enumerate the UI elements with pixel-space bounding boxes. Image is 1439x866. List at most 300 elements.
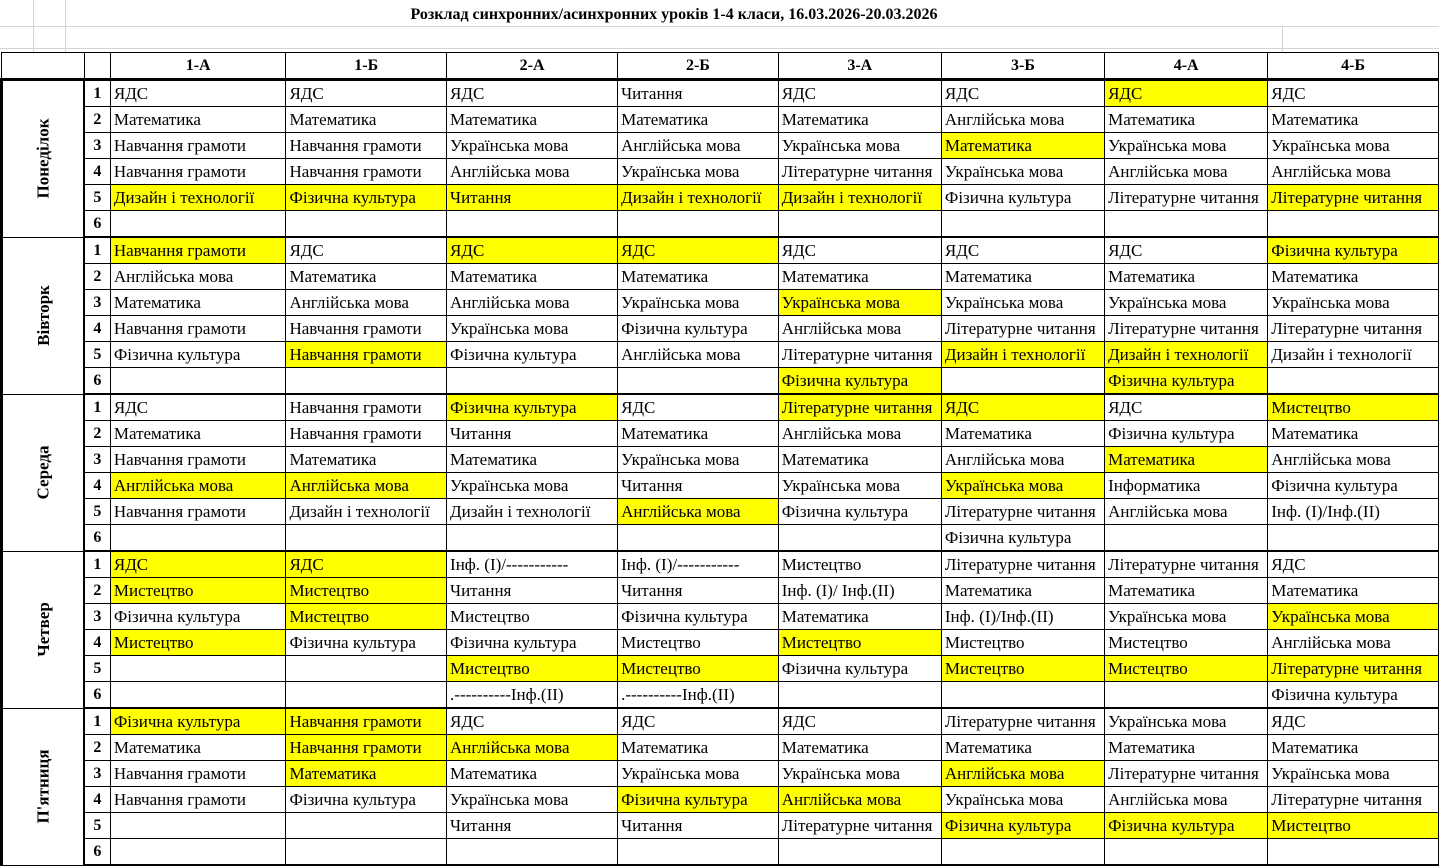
lesson-cell[interactable]: Читання bbox=[447, 185, 618, 211]
lesson-number[interactable]: 1 bbox=[84, 551, 110, 578]
lesson-cell[interactable]: Українська мова bbox=[778, 133, 941, 159]
lesson-cell[interactable] bbox=[778, 839, 941, 866]
lesson-cell[interactable]: Математика bbox=[1268, 735, 1439, 761]
lesson-cell[interactable] bbox=[447, 211, 618, 238]
lesson-cell[interactable]: Фізична культура bbox=[941, 813, 1104, 839]
lesson-cell[interactable]: Англійська мова bbox=[1268, 630, 1439, 656]
lesson-cell[interactable]: .----------Інф.(ІІ) bbox=[618, 682, 779, 709]
lesson-cell[interactable]: Математика bbox=[286, 761, 447, 787]
class-header-7[interactable]: 4-Б bbox=[1268, 53, 1439, 80]
lesson-cell[interactable]: Математика bbox=[1105, 735, 1268, 761]
lesson-number[interactable]: 3 bbox=[84, 761, 110, 787]
gridline bbox=[0, 48, 1439, 49]
lesson-cell[interactable] bbox=[778, 682, 941, 709]
lesson-cell[interactable]: Фізична культура bbox=[110, 604, 286, 630]
lesson-cell[interactable]: Англійська мова bbox=[286, 290, 447, 316]
lesson-cell[interactable]: Мистецтво bbox=[941, 630, 1104, 656]
lesson-cell[interactable]: Українська мова bbox=[941, 159, 1104, 185]
lesson-cell[interactable] bbox=[618, 525, 779, 552]
lesson-cell[interactable]: Англійська мова bbox=[110, 264, 286, 290]
lesson-number[interactable]: 1 bbox=[84, 708, 110, 735]
lesson-cell[interactable]: Українська мова bbox=[1105, 708, 1268, 735]
lesson-row bbox=[2, 421, 1439, 447]
lesson-cell[interactable]: Літературне читання bbox=[941, 316, 1104, 342]
lesson-cell[interactable]: Українська мова bbox=[447, 787, 618, 813]
lesson-row bbox=[2, 316, 1439, 342]
lesson-cell[interactable]: ЯДС bbox=[286, 237, 447, 264]
lesson-cell[interactable]: Навчання грамоти bbox=[110, 159, 286, 185]
lesson-cell[interactable]: Мистецтво bbox=[447, 656, 618, 682]
class-header-3[interactable]: 2-Б bbox=[618, 53, 779, 80]
lesson-cell[interactable]: Українська мова bbox=[618, 447, 779, 473]
lesson-cell[interactable]: Мистецтво bbox=[778, 551, 941, 578]
lesson-cell[interactable]: Літературне читання bbox=[941, 708, 1104, 735]
lesson-cell[interactable]: Англійська мова bbox=[778, 421, 941, 447]
lesson-cell[interactable]: Англійська мова bbox=[1268, 447, 1439, 473]
lesson-number[interactable]: 6 bbox=[84, 525, 110, 552]
lesson-cell[interactable] bbox=[1105, 525, 1268, 552]
lesson-cell[interactable]: Українська мова bbox=[1268, 290, 1439, 316]
lesson-cell[interactable]: Математика bbox=[618, 264, 779, 290]
lesson-cell[interactable]: ЯДС bbox=[778, 708, 941, 735]
lesson-number[interactable]: 2 bbox=[84, 264, 110, 290]
lesson-cell[interactable]: Українська мова bbox=[447, 133, 618, 159]
lesson-cell[interactable]: Мистецтво bbox=[1268, 813, 1439, 839]
lesson-cell[interactable]: Читання bbox=[618, 80, 779, 107]
lesson-number[interactable]: 1 bbox=[84, 394, 110, 421]
lesson-cell[interactable]: ЯДС bbox=[1268, 551, 1439, 578]
lesson-cell[interactable]: Літературне читання bbox=[778, 342, 941, 368]
lesson-cell[interactable] bbox=[1105, 682, 1268, 709]
lesson-cell[interactable]: Читання bbox=[447, 578, 618, 604]
day-label-cell[interactable] bbox=[2, 80, 85, 238]
lesson-cell[interactable]: Літературне читання bbox=[1268, 787, 1439, 813]
lesson-cell[interactable]: Математика bbox=[1268, 421, 1439, 447]
lesson-cell[interactable]: Математика bbox=[286, 447, 447, 473]
lesson-number[interactable]: 5 bbox=[84, 499, 110, 525]
lesson-cell[interactable]: Навчання грамоти bbox=[110, 447, 286, 473]
lesson-cell[interactable]: Українська мова bbox=[778, 290, 941, 316]
lesson-number[interactable]: 5 bbox=[84, 813, 110, 839]
lesson-cell[interactable]: Літературне читання bbox=[1268, 316, 1439, 342]
lesson-cell[interactable]: Літературне читання bbox=[1105, 316, 1268, 342]
lesson-row bbox=[2, 368, 1439, 395]
lesson-cell[interactable]: Фізична культура bbox=[618, 787, 779, 813]
lesson-cell[interactable] bbox=[110, 656, 286, 682]
lesson-cell[interactable] bbox=[941, 682, 1104, 709]
lesson-cell[interactable]: Навчання грамоти bbox=[286, 394, 447, 421]
lesson-cell[interactable]: ЯДС bbox=[1268, 708, 1439, 735]
lesson-number[interactable]: 3 bbox=[84, 604, 110, 630]
lesson-number[interactable]: 4 bbox=[84, 316, 110, 342]
lesson-cell[interactable]: Англійська мова bbox=[286, 473, 447, 499]
lesson-cell[interactable]: Англійська мова bbox=[447, 735, 618, 761]
lesson-cell[interactable]: Мистецтво bbox=[286, 604, 447, 630]
lesson-cell[interactable]: Інф. (І)/----------- bbox=[447, 551, 618, 578]
lesson-number[interactable]: 3 bbox=[84, 133, 110, 159]
lesson-cell[interactable]: ЯДС bbox=[447, 237, 618, 264]
lesson-cell[interactable]: Англійська мова bbox=[778, 316, 941, 342]
lesson-number[interactable]: 2 bbox=[84, 421, 110, 447]
lesson-cell[interactable]: Літературне читання bbox=[778, 813, 941, 839]
lesson-number[interactable]: 5 bbox=[84, 656, 110, 682]
lesson-cell[interactable]: Читання bbox=[447, 421, 618, 447]
lesson-cell[interactable]: Літературне читання bbox=[778, 159, 941, 185]
lesson-cell[interactable]: Англійська мова bbox=[1105, 787, 1268, 813]
lesson-cell[interactable]: Читання bbox=[618, 813, 779, 839]
lesson-cell[interactable]: Фізична культура bbox=[286, 630, 447, 656]
lesson-cell[interactable]: Українська мова bbox=[1268, 133, 1439, 159]
lesson-cell[interactable] bbox=[110, 525, 286, 552]
lesson-cell[interactable]: Читання bbox=[447, 813, 618, 839]
lesson-cell[interactable] bbox=[286, 211, 447, 238]
lesson-cell[interactable]: Літературне читання bbox=[1268, 185, 1439, 211]
lesson-cell[interactable] bbox=[941, 368, 1104, 395]
lesson-cell[interactable]: Навчання грамоти bbox=[286, 708, 447, 735]
lesson-cell[interactable]: Навчання грамоти bbox=[286, 342, 447, 368]
lesson-cell[interactable]: Літературне читання bbox=[941, 499, 1104, 525]
lesson-cell[interactable]: Дизайн і технології bbox=[447, 499, 618, 525]
lesson-cell[interactable]: ЯДС bbox=[1105, 237, 1268, 264]
lesson-cell[interactable]: Навчання грамоти bbox=[286, 133, 447, 159]
lesson-cell[interactable]: Математика bbox=[941, 264, 1104, 290]
lesson-cell[interactable]: Математика bbox=[941, 578, 1104, 604]
day-label-cell[interactable] bbox=[2, 237, 85, 394]
lesson-number[interactable]: 6 bbox=[84, 211, 110, 238]
lesson-cell[interactable]: Мистецтво bbox=[286, 578, 447, 604]
lesson-cell[interactable]: Українська мова bbox=[618, 290, 779, 316]
lesson-cell[interactable]: Мистецтво bbox=[1105, 630, 1268, 656]
lesson-cell[interactable]: Фізична культура bbox=[286, 185, 447, 211]
day-label-cell[interactable] bbox=[2, 394, 85, 551]
lesson-cell[interactable]: Математика bbox=[1268, 578, 1439, 604]
lesson-cell[interactable]: Англійська мова bbox=[1105, 499, 1268, 525]
lesson-cell[interactable]: Фізична культура bbox=[1268, 682, 1439, 709]
lesson-cell[interactable]: Навчання грамоти bbox=[110, 237, 286, 264]
lesson-cell[interactable] bbox=[1105, 211, 1268, 238]
lesson-cell[interactable] bbox=[447, 839, 618, 866]
lesson-row bbox=[2, 499, 1439, 525]
lesson-cell[interactable]: Навчання грамоти bbox=[286, 316, 447, 342]
lesson-cell[interactable]: ЯДС bbox=[778, 237, 941, 264]
lesson-cell[interactable]: Мистецтво bbox=[110, 578, 286, 604]
lesson-row bbox=[2, 578, 1439, 604]
lesson-cell[interactable]: Математика bbox=[778, 107, 941, 133]
lesson-number[interactable]: 4 bbox=[84, 630, 110, 656]
lesson-number[interactable]: 6 bbox=[84, 682, 110, 709]
lesson-cell[interactable]: Інф. (І)/Інф.(ІІ) bbox=[941, 604, 1104, 630]
lesson-cell[interactable]: Фізична культура bbox=[1105, 813, 1268, 839]
lesson-number[interactable]: 4 bbox=[84, 159, 110, 185]
lesson-cell[interactable]: Фізична культура bbox=[447, 630, 618, 656]
lesson-cell[interactable]: ЯДС bbox=[1268, 80, 1439, 107]
lesson-cell[interactable] bbox=[110, 682, 286, 709]
lesson-cell[interactable]: Інф. (І)/ Інф.(ІІ) bbox=[778, 578, 941, 604]
lesson-cell[interactable]: Математика bbox=[778, 264, 941, 290]
lesson-cell[interactable]: Дизайн і технології bbox=[110, 185, 286, 211]
lesson-cell[interactable] bbox=[1105, 839, 1268, 866]
lesson-cell[interactable]: Математика bbox=[618, 107, 779, 133]
gridline bbox=[0, 26, 1439, 27]
lesson-row bbox=[2, 525, 1439, 552]
day-label-cell[interactable] bbox=[2, 551, 85, 708]
lesson-cell[interactable]: Математика bbox=[1105, 447, 1268, 473]
lesson-cell[interactable] bbox=[110, 839, 286, 866]
lesson-cell[interactable]: Навчання грамоти bbox=[286, 159, 447, 185]
class-header-1[interactable]: 1-Б bbox=[286, 53, 447, 80]
lesson-cell[interactable]: Навчання грамоти bbox=[110, 133, 286, 159]
lesson-cell[interactable]: Навчання грамоти bbox=[110, 316, 286, 342]
day-label-cell[interactable] bbox=[2, 708, 85, 865]
lesson-number[interactable]: 4 bbox=[84, 787, 110, 813]
lesson-number[interactable]: 6 bbox=[84, 368, 110, 395]
lesson-cell[interactable]: Українська мова bbox=[778, 761, 941, 787]
lesson-cell[interactable]: Англійська мова bbox=[941, 447, 1104, 473]
lesson-number[interactable]: 2 bbox=[84, 578, 110, 604]
lesson-cell[interactable]: Англійська мова bbox=[941, 761, 1104, 787]
lesson-cell[interactable]: Українська мова bbox=[941, 787, 1104, 813]
lesson-cell[interactable]: ЯДС bbox=[286, 80, 447, 107]
lesson-cell[interactable]: Дизайн і технології bbox=[286, 499, 447, 525]
lesson-row bbox=[2, 447, 1439, 473]
lesson-cell[interactable]: Українська мова bbox=[447, 316, 618, 342]
lesson-cell[interactable] bbox=[110, 211, 286, 238]
lesson-cell[interactable]: ЯДС bbox=[110, 394, 286, 421]
lesson-cell[interactable]: Математика bbox=[778, 604, 941, 630]
lesson-cell[interactable]: Математика bbox=[1105, 107, 1268, 133]
lesson-number[interactable]: 2 bbox=[84, 735, 110, 761]
lesson-cell[interactable]: ЯДС bbox=[618, 708, 779, 735]
lesson-cell[interactable]: Математика bbox=[110, 735, 286, 761]
lesson-cell[interactable]: Англійська мова bbox=[1105, 159, 1268, 185]
lesson-cell[interactable]: Англійська мова bbox=[618, 499, 779, 525]
lesson-cell[interactable] bbox=[1268, 839, 1439, 866]
day-label: Середа bbox=[33, 445, 53, 500]
lesson-cell[interactable]: Фізична культура bbox=[447, 394, 618, 421]
lesson-cell[interactable]: Математика bbox=[941, 421, 1104, 447]
lesson-number[interactable]: 1 bbox=[84, 237, 110, 264]
lesson-cell[interactable]: ЯДС bbox=[1105, 80, 1268, 107]
lesson-row bbox=[2, 682, 1439, 709]
lesson-cell[interactable]: ЯДС bbox=[286, 551, 447, 578]
lesson-cell[interactable]: Математика bbox=[1268, 107, 1439, 133]
lesson-cell[interactable]: Англійська мова bbox=[447, 159, 618, 185]
lesson-cell[interactable]: Англійська мова bbox=[778, 787, 941, 813]
lesson-cell[interactable]: Українська мова bbox=[618, 761, 779, 787]
lesson-cell[interactable]: Дизайн і технології bbox=[778, 185, 941, 211]
lesson-cell[interactable] bbox=[618, 368, 779, 395]
lesson-cell[interactable]: Українська мова bbox=[941, 473, 1104, 499]
lesson-row bbox=[2, 290, 1439, 316]
lesson-cell[interactable] bbox=[286, 682, 447, 709]
lesson-cell[interactable]: Українська мова bbox=[618, 159, 779, 185]
lesson-cell[interactable] bbox=[618, 839, 779, 866]
lesson-cell[interactable]: ЯДС bbox=[941, 394, 1104, 421]
lesson-cell[interactable]: Мистецтво bbox=[110, 630, 286, 656]
lesson-cell[interactable]: Фізична культура bbox=[778, 368, 941, 395]
lesson-cell[interactable]: Інф. (І)/Інф.(ІІ) bbox=[1268, 499, 1439, 525]
lesson-cell[interactable]: ЯДС bbox=[618, 237, 779, 264]
lesson-cell[interactable]: Англійська мова bbox=[1268, 159, 1439, 185]
lesson-cell[interactable]: Фізична культура bbox=[941, 185, 1104, 211]
lesson-cell[interactable]: Українська мова bbox=[1105, 604, 1268, 630]
lesson-number[interactable]: 5 bbox=[84, 185, 110, 211]
lesson-cell[interactable]: Англійська мова bbox=[941, 107, 1104, 133]
class-header-5[interactable]: 3-Б bbox=[941, 53, 1104, 80]
lesson-cell[interactable]: Математика bbox=[110, 421, 286, 447]
lesson-cell[interactable]: Українська мова bbox=[778, 473, 941, 499]
lesson-cell[interactable]: Літературне читання bbox=[778, 394, 941, 421]
lesson-cell[interactable]: Мистецтво bbox=[778, 630, 941, 656]
lesson-cell[interactable]: ЯДС bbox=[941, 237, 1104, 264]
lesson-cell[interactable]: Англійська мова bbox=[447, 290, 618, 316]
lesson-cell[interactable]: Математика bbox=[447, 264, 618, 290]
lesson-cell[interactable]: Фізична культура bbox=[110, 708, 286, 735]
lesson-cell[interactable]: Математика bbox=[1105, 578, 1268, 604]
lesson-cell[interactable]: Інформатика bbox=[1105, 473, 1268, 499]
lesson-cell[interactable] bbox=[778, 525, 941, 552]
lesson-cell[interactable]: Дизайн і технології bbox=[1105, 342, 1268, 368]
lesson-cell[interactable] bbox=[941, 211, 1104, 238]
lesson-cell[interactable] bbox=[447, 368, 618, 395]
lesson-cell[interactable]: Українська мова bbox=[1268, 604, 1439, 630]
class-header-2[interactable]: 2-А bbox=[447, 53, 618, 80]
lesson-cell[interactable]: Математика bbox=[618, 421, 779, 447]
lesson-cell[interactable]: Інф. (І)/----------- bbox=[618, 551, 779, 578]
lesson-cell[interactable]: ЯДС bbox=[618, 394, 779, 421]
lesson-cell[interactable] bbox=[778, 211, 941, 238]
lesson-cell[interactable]: Фізична культура bbox=[1268, 237, 1439, 264]
lesson-cell[interactable]: Фізична культура bbox=[1105, 421, 1268, 447]
lesson-cell[interactable]: .----------Інф.(ІІ) bbox=[447, 682, 618, 709]
lesson-cell[interactable]: Фізична культура bbox=[618, 316, 779, 342]
lesson-row bbox=[2, 656, 1439, 682]
lesson-cell[interactable]: ЯДС bbox=[110, 80, 286, 107]
lesson-cell[interactable]: Фізична культура bbox=[286, 787, 447, 813]
lesson-cell[interactable]: Навчання грамоти bbox=[286, 421, 447, 447]
lesson-cell[interactable]: Читання bbox=[618, 473, 779, 499]
lesson-cell[interactable]: Математика bbox=[286, 264, 447, 290]
lesson-cell[interactable]: Фізична культура bbox=[941, 525, 1104, 552]
lesson-number[interactable]: 5 bbox=[84, 342, 110, 368]
lesson-cell[interactable]: ЯДС bbox=[1105, 394, 1268, 421]
lesson-number[interactable]: 3 bbox=[84, 290, 110, 316]
lesson-cell[interactable]: Дизайн і технології bbox=[941, 342, 1104, 368]
lesson-cell[interactable]: Математика bbox=[618, 735, 779, 761]
lesson-cell[interactable]: Мистецтво bbox=[447, 604, 618, 630]
lesson-cell[interactable]: Англійська мова bbox=[618, 342, 779, 368]
lesson-cell[interactable]: Математика bbox=[110, 107, 286, 133]
lesson-cell[interactable]: ЯДС bbox=[447, 708, 618, 735]
lesson-cell[interactable] bbox=[286, 656, 447, 682]
lesson-cell[interactable]: Англійська мова bbox=[618, 133, 779, 159]
lesson-cell[interactable]: ЯДС bbox=[778, 80, 941, 107]
lesson-cell[interactable] bbox=[1268, 211, 1439, 238]
lesson-cell[interactable]: Літературне читання bbox=[1105, 185, 1268, 211]
lesson-cell[interactable]: ЯДС bbox=[941, 80, 1104, 107]
lesson-cell[interactable]: Літературне читання bbox=[1268, 656, 1439, 682]
lesson-cell[interactable]: Фізична культура bbox=[778, 656, 941, 682]
lesson-cell[interactable] bbox=[1268, 368, 1439, 395]
lesson-cell[interactable]: Математика bbox=[778, 447, 941, 473]
lesson-number[interactable]: 6 bbox=[84, 839, 110, 866]
lesson-cell[interactable]: Математика bbox=[447, 761, 618, 787]
lesson-cell[interactable]: Фізична культура bbox=[110, 342, 286, 368]
lesson-cell[interactable]: Українська мова bbox=[1268, 761, 1439, 787]
lesson-cell[interactable]: Математика bbox=[447, 447, 618, 473]
lesson-cell[interactable]: Математика bbox=[778, 735, 941, 761]
lesson-cell[interactable] bbox=[286, 525, 447, 552]
lesson-row bbox=[2, 342, 1439, 368]
lesson-cell[interactable]: Навчання грамоти bbox=[110, 761, 286, 787]
lesson-cell[interactable]: Мистецтво bbox=[1105, 656, 1268, 682]
lesson-cell[interactable]: Мистецтво bbox=[618, 656, 779, 682]
lesson-cell[interactable]: ЯДС bbox=[110, 551, 286, 578]
lesson-cell[interactable]: Математика bbox=[941, 133, 1104, 159]
lesson-cell[interactable] bbox=[110, 813, 286, 839]
lesson-cell[interactable] bbox=[110, 368, 286, 395]
lesson-cell[interactable] bbox=[286, 839, 447, 866]
lesson-cell[interactable]: Фізична культура bbox=[618, 604, 779, 630]
lesson-cell[interactable]: Українська мова bbox=[1105, 133, 1268, 159]
class-header-0[interactable]: 1-А bbox=[110, 53, 286, 80]
lesson-cell[interactable] bbox=[941, 839, 1104, 866]
lesson-cell[interactable]: Мистецтво bbox=[1268, 394, 1439, 421]
lesson-cell[interactable]: Читання bbox=[618, 578, 779, 604]
lesson-cell[interactable]: Дизайн і технології bbox=[618, 185, 779, 211]
lesson-cell[interactable]: Мистецтво bbox=[618, 630, 779, 656]
lesson-row bbox=[2, 159, 1439, 185]
class-header-4[interactable]: 3-А bbox=[778, 53, 941, 80]
lesson-number[interactable]: 2 bbox=[84, 107, 110, 133]
lesson-cell[interactable]: Англійська мова bbox=[110, 473, 286, 499]
lesson-cell[interactable] bbox=[618, 211, 779, 238]
lesson-number[interactable]: 4 bbox=[84, 473, 110, 499]
lesson-cell[interactable]: Дизайн і технології bbox=[1268, 342, 1439, 368]
lesson-cell[interactable]: Математика bbox=[110, 290, 286, 316]
lesson-cell[interactable]: Літературне читання bbox=[1105, 761, 1268, 787]
lesson-cell[interactable]: Навчання грамоти bbox=[286, 735, 447, 761]
lesson-cell[interactable] bbox=[447, 525, 618, 552]
lesson-cell[interactable] bbox=[286, 368, 447, 395]
lesson-cell[interactable]: Математика bbox=[447, 107, 618, 133]
lesson-cell[interactable]: ЯДС bbox=[447, 80, 618, 107]
lesson-cell[interactable]: Навчання грамоти bbox=[110, 499, 286, 525]
lesson-cell[interactable] bbox=[286, 813, 447, 839]
lesson-cell[interactable]: Математика bbox=[941, 735, 1104, 761]
lesson-cell[interactable]: Фізична культура bbox=[1268, 473, 1439, 499]
lesson-cell[interactable]: Літературне читання bbox=[941, 551, 1104, 578]
lesson-cell[interactable]: Мистецтво bbox=[941, 656, 1104, 682]
lesson-row bbox=[2, 473, 1439, 499]
class-header-6[interactable]: 4-А bbox=[1105, 53, 1268, 80]
lesson-cell[interactable]: Українська мова bbox=[941, 290, 1104, 316]
lesson-cell[interactable]: Літературне читання bbox=[1105, 551, 1268, 578]
lesson-cell[interactable]: Фізична культура bbox=[778, 499, 941, 525]
lesson-cell[interactable]: Фізична культура bbox=[1105, 368, 1268, 395]
lesson-cell[interactable] bbox=[1268, 525, 1439, 552]
lesson-cell[interactable]: Математика bbox=[1268, 264, 1439, 290]
lesson-cell[interactable]: Математика bbox=[1105, 264, 1268, 290]
day-label: Вівторк bbox=[33, 285, 53, 346]
lesson-cell[interactable]: Українська мова bbox=[1105, 290, 1268, 316]
lesson-cell[interactable]: Українська мова bbox=[447, 473, 618, 499]
lesson-number[interactable]: 3 bbox=[84, 447, 110, 473]
lesson-cell[interactable]: Навчання грамоти bbox=[110, 787, 286, 813]
lesson-cell[interactable]: Фізична культура bbox=[447, 342, 618, 368]
lesson-cell[interactable]: Математика bbox=[286, 107, 447, 133]
lesson-number[interactable]: 1 bbox=[84, 80, 110, 107]
